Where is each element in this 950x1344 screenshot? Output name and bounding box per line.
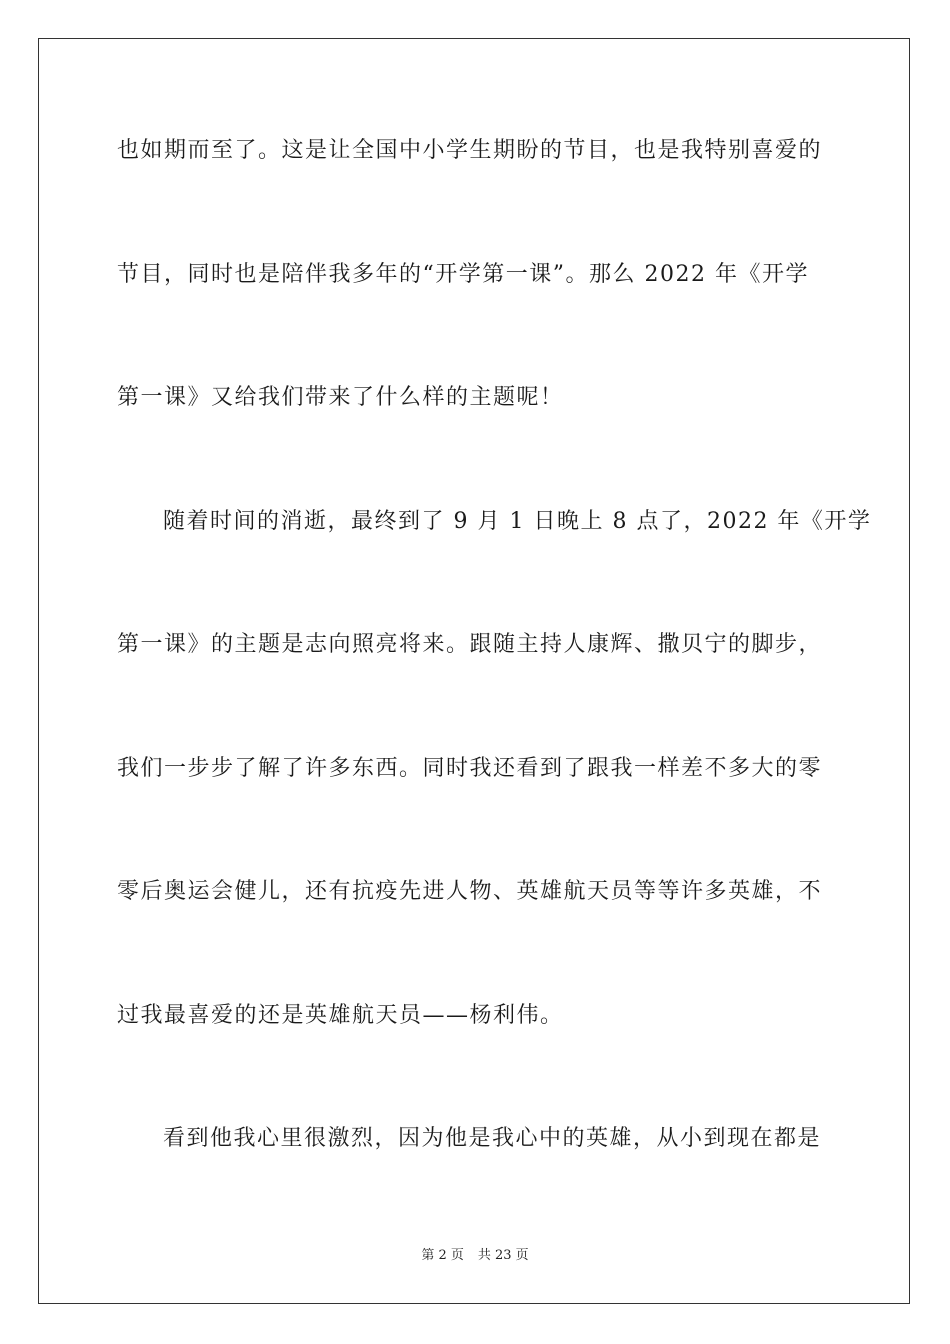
page-footer [0, 1247, 950, 1265]
page-number: 第 2 页 [421, 1248, 464, 1263]
text-line-2: 节目，同时也是陪伴我多年的“开学第一课”。那么 2022 年《开学 [117, 262, 809, 287]
page-border [38, 38, 910, 1304]
page-total: 共 23 页 [477, 1248, 529, 1263]
text-line-8: 过我最喜爱的还是英雄航天员——杨利伟。 [117, 1003, 564, 1028]
text-line-5: 第一课》的主题是志向照亮将来。跟随主持人康辉、撒贝宁的脚步， [117, 632, 823, 657]
text-line-9: 看到他我心里很激烈，因为他是我心中的英雄，从小到现在都是 [163, 1126, 822, 1151]
text-line-3: 第一课》又给我们带来了什么样的主题呢！ [117, 385, 564, 410]
text-line-4: 随着时间的消逝，最终到了 9 月 1 日晚上 8 点了，2022 年《开学 [163, 509, 872, 534]
text-line-7: 零后奥运会健儿，还有抗疫先进人物、英雄航天员等等许多英雄，不 [117, 879, 823, 904]
text-line-6: 我们一步步了解了许多东西。同时我还看到了跟我一样差不多大的零 [117, 756, 823, 781]
text-line-1: 也如期而至了。这是让全国中小学生期盼的节目，也是我特别喜爱的 [117, 138, 823, 163]
